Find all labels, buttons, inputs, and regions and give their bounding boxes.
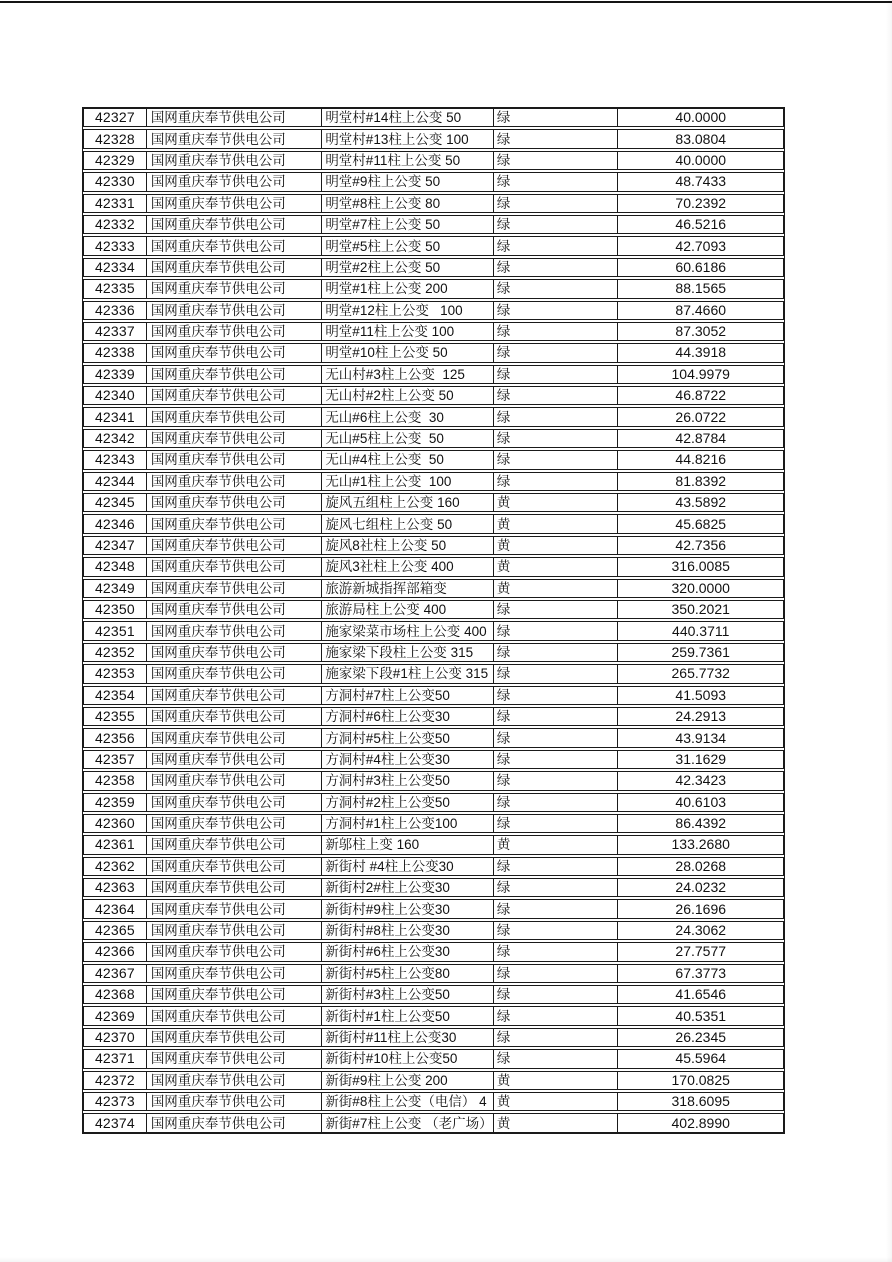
value-cell: 46.8722 (617, 387, 783, 404)
company-cell: 国网重庆奉节供电公司 (146, 344, 322, 361)
device-name-cell: 新街村 #4柱上公变30 (321, 858, 493, 875)
status-color-cell: 绿 (493, 195, 618, 212)
device-name-cell: 无山#4柱上公变 50 (321, 451, 493, 468)
company-cell: 国网重庆奉节供电公司 (146, 259, 322, 276)
device-name-cell: 新街村2#柱上公变30 (321, 879, 493, 896)
device-name-cell: 方洞村#5柱上公变50 (321, 729, 493, 746)
value-cell: 26.2345 (617, 1029, 783, 1046)
row-id-cell: 42355 (94, 708, 135, 725)
company-cell: 国网重庆奉节供电公司 (146, 302, 322, 319)
value-cell: 42.7356 (617, 537, 783, 554)
device-name-cell: 新街#8柱上公变（电信） 4 (321, 1093, 493, 1110)
table-row (83, 194, 784, 213)
status-color-cell: 绿 (493, 366, 618, 383)
value-cell: 46.5216 (617, 216, 783, 233)
row-id-cell: 42332 (94, 216, 135, 233)
value-cell: 42.3423 (617, 772, 783, 789)
table-row (83, 878, 784, 897)
value-cell: 43.5892 (617, 494, 783, 511)
company-cell: 国网重庆奉节供电公司 (146, 772, 322, 789)
company-cell: 国网重庆奉节供电公司 (146, 451, 322, 468)
company-cell: 国网重庆奉节供电公司 (146, 965, 322, 982)
device-name-cell: 方洞村#1柱上公变100 (321, 815, 493, 832)
row-id-cell: 42341 (94, 408, 135, 425)
company-cell: 国网重庆奉节供电公司 (146, 152, 322, 169)
company-cell: 国网重庆奉节供电公司 (146, 173, 322, 190)
company-cell: 国网重庆奉节供电公司 (146, 943, 322, 960)
device-name-cell: 明堂#5柱上公变 50 (321, 237, 493, 254)
value-cell: 70.2392 (617, 195, 783, 212)
device-name-cell: 方洞村#2柱上公变50 (321, 794, 493, 811)
row-id-cell: 42346 (94, 515, 135, 532)
company-cell: 国网重庆奉节供电公司 (146, 900, 322, 917)
company-cell: 国网重庆奉节供电公司 (146, 836, 322, 853)
row-id-cell: 42348 (94, 558, 135, 575)
company-cell: 国网重庆奉节供电公司 (146, 473, 322, 490)
table-row (83, 728, 784, 747)
row-id-cell: 42363 (94, 879, 135, 896)
company-cell: 国网重庆奉节供电公司 (146, 1093, 322, 1110)
table-row (83, 215, 784, 234)
device-name-cell: 无山#5柱上公变 50 (321, 430, 493, 447)
status-color-cell: 绿 (493, 259, 618, 276)
table-row (83, 899, 784, 918)
value-cell: 43.9134 (617, 729, 783, 746)
device-name-cell: 旋风七组柱上公变 50 (321, 515, 493, 532)
status-color-cell: 绿 (493, 900, 618, 917)
table-row (83, 450, 784, 469)
table-row (83, 493, 784, 512)
status-color-cell: 绿 (493, 109, 618, 126)
value-cell: 67.3773 (617, 965, 783, 982)
row-id-cell: 42356 (94, 729, 135, 746)
company-cell: 国网重庆奉节供电公司 (146, 537, 322, 554)
table-row (83, 835, 784, 854)
table-row (83, 857, 784, 876)
device-name-cell: 旅游局柱上公变 400 (321, 601, 493, 618)
status-color-cell: 绿 (493, 237, 618, 254)
table-row (83, 621, 784, 640)
status-color-cell: 绿 (493, 665, 618, 682)
status-color-cell: 绿 (493, 280, 618, 297)
company-cell: 国网重庆奉节供电公司 (146, 387, 322, 404)
company-cell: 国网重庆奉节供电公司 (146, 1050, 322, 1067)
device-name-cell: 明堂#7柱上公变 50 (321, 216, 493, 233)
row-id-cell: 42336 (94, 301, 135, 318)
company-cell: 国网重庆奉节供电公司 (146, 130, 322, 147)
row-id-cell: 42331 (94, 194, 135, 211)
table-row (83, 536, 784, 555)
value-cell: 48.7433 (617, 173, 783, 190)
value-cell: 42.7093 (617, 237, 783, 254)
table-row (83, 279, 784, 298)
row-id-cell: 42338 (94, 344, 135, 361)
table-row (83, 964, 784, 983)
status-color-cell: 绿 (493, 601, 618, 618)
device-name-cell: 新街#7柱上公变 （老广场） (321, 1114, 493, 1131)
row-id-cell: 42339 (94, 365, 135, 382)
value-cell: 24.3062 (617, 922, 783, 939)
status-color-cell: 黄 (493, 494, 618, 511)
row-id-cell: 42351 (94, 622, 135, 639)
table-row (83, 814, 784, 833)
status-color-cell: 绿 (493, 622, 618, 639)
status-color-cell: 绿 (493, 965, 618, 982)
value-cell: 40.5351 (617, 1007, 783, 1024)
row-id-cell: 42358 (94, 772, 135, 789)
table-row (83, 343, 784, 362)
value-cell: 88.1565 (617, 280, 783, 297)
device-name-cell: 旋风8社柱上公变 50 (321, 537, 493, 554)
company-cell: 国网重庆奉节供电公司 (146, 1007, 322, 1024)
company-cell: 国网重庆奉节供电公司 (146, 280, 322, 297)
device-name-cell: 明堂#1柱上公变 200 (321, 280, 493, 297)
value-cell: 83.0804 (617, 130, 783, 147)
status-color-cell: 绿 (493, 344, 618, 361)
row-id-cell: 42335 (94, 280, 135, 297)
device-name-cell: 新街村#9柱上公变30 (321, 900, 493, 917)
company-cell: 国网重庆奉节供电公司 (146, 879, 322, 896)
row-id-cell: 42328 (94, 130, 135, 147)
table-row (83, 1113, 784, 1132)
company-cell: 国网重庆奉节供电公司 (146, 751, 322, 768)
company-cell: 国网重庆奉节供电公司 (146, 323, 322, 340)
device-name-cell: 无山#6柱上公变 30 (321, 408, 493, 425)
device-name-cell: 新街村#11柱上公变30 (321, 1029, 493, 1046)
row-id-cell: 42372 (94, 1071, 135, 1088)
device-name-cell: 明堂#8柱上公变 80 (321, 195, 493, 212)
row-id-cell: 42365 (94, 922, 135, 939)
table-row (83, 579, 784, 598)
table-row (83, 322, 784, 341)
row-id-cell: 42362 (94, 857, 135, 874)
status-color-cell: 绿 (493, 815, 618, 832)
value-cell: 40.0000 (617, 152, 783, 169)
value-cell: 316.0085 (617, 558, 783, 575)
company-cell: 国网重庆奉节供电公司 (146, 644, 322, 661)
value-cell: 44.3918 (617, 344, 783, 361)
table-row (83, 386, 784, 405)
value-cell: 87.4660 (617, 302, 783, 319)
table-row (83, 151, 784, 170)
company-cell: 国网重庆奉节供电公司 (146, 237, 322, 254)
row-id-cell: 42373 (94, 1093, 135, 1110)
value-cell: 440.3711 (617, 622, 783, 639)
device-name-cell: 方洞村#6柱上公变30 (321, 708, 493, 725)
table-row (83, 750, 784, 769)
row-id-cell: 42337 (94, 323, 135, 340)
value-cell: 259.7361 (617, 644, 783, 661)
device-name-cell: 无山#1柱上公变 100 (321, 473, 493, 490)
status-color-cell: 绿 (493, 922, 618, 939)
company-cell: 国网重庆奉节供电公司 (146, 494, 322, 511)
status-color-cell: 绿 (493, 879, 618, 896)
status-color-cell: 绿 (493, 751, 618, 768)
company-cell: 国网重庆奉节供电公司 (146, 601, 322, 618)
status-color-cell: 绿 (493, 216, 618, 233)
value-cell: 402.8990 (617, 1114, 783, 1131)
row-id-cell: 42343 (94, 451, 135, 468)
company-cell: 国网重庆奉节供电公司 (146, 815, 322, 832)
status-color-cell: 绿 (493, 794, 618, 811)
table-row (83, 707, 784, 726)
status-color-cell: 绿 (493, 943, 618, 960)
device-name-cell: 施家梁下段柱上公变 315 (321, 644, 493, 661)
value-cell: 27.7577 (617, 943, 783, 960)
company-cell: 国网重庆奉节供电公司 (146, 665, 322, 682)
device-name-cell: 方洞村#7柱上公变50 (321, 687, 493, 704)
company-cell: 国网重庆奉节供电公司 (146, 708, 322, 725)
row-id-cell: 42368 (94, 986, 135, 1003)
device-name-cell: 明堂#2柱上公变 50 (321, 259, 493, 276)
value-cell: 45.6825 (617, 515, 783, 532)
company-cell: 国网重庆奉节供电公司 (146, 986, 322, 1003)
row-id-cell: 42364 (94, 900, 135, 917)
device-name-cell: 无山村#2柱上公变 50 (321, 387, 493, 404)
row-id-cell: 42333 (94, 237, 135, 254)
company-cell: 国网重庆奉节供电公司 (146, 1114, 322, 1131)
value-cell: 31.1629 (617, 751, 783, 768)
device-name-cell: 新街村#6柱上公变30 (321, 943, 493, 960)
row-id-cell: 42357 (94, 750, 135, 767)
device-name-cell: 施家梁菜市场柱上公变 400 (321, 622, 493, 639)
device-name-cell: 新街村#3柱上公变50 (321, 986, 493, 1003)
value-cell: 24.2913 (617, 708, 783, 725)
table-row (83, 643, 784, 662)
device-name-cell: 新街村#8柱上公变30 (321, 922, 493, 939)
table-row (83, 172, 784, 191)
table-row (83, 365, 784, 384)
value-cell: 24.0232 (617, 879, 783, 896)
device-name-cell: 新街#9柱上公变 200 (321, 1072, 493, 1089)
company-cell: 国网重庆奉节供电公司 (146, 430, 322, 447)
device-name-cell: 无山村#3柱上公变 125 (321, 366, 493, 383)
status-color-cell: 绿 (493, 986, 618, 1003)
value-cell: 28.0268 (617, 858, 783, 875)
table-row (83, 258, 784, 277)
device-name-cell: 明堂#9柱上公变 50 (321, 173, 493, 190)
device-name-cell: 方洞村#4柱上公变30 (321, 751, 493, 768)
status-color-cell: 绿 (493, 130, 618, 147)
status-color-cell: 绿 (493, 323, 618, 340)
device-name-cell: 明堂#10柱上公变 50 (321, 344, 493, 361)
table-row (83, 985, 784, 1004)
device-name-cell: 施家梁下段#1柱上公变 315 (321, 665, 493, 682)
row-id-cell: 42347 (94, 537, 135, 553)
table-row (83, 1092, 784, 1111)
table-row (83, 793, 784, 812)
table-row (83, 921, 784, 940)
value-cell: 41.5093 (617, 687, 783, 704)
status-color-cell: 绿 (493, 1029, 618, 1046)
device-name-cell: 明堂村#13柱上公变 100 (321, 130, 493, 147)
value-cell: 41.6546 (617, 986, 783, 1003)
row-id-cell: 42370 (94, 1028, 135, 1045)
status-color-cell: 绿 (493, 408, 618, 425)
value-cell: 320.0000 (617, 580, 783, 597)
table-row (83, 301, 784, 320)
value-cell: 40.0000 (617, 109, 783, 126)
value-cell: 87.3052 (617, 323, 783, 340)
value-cell: 104.9979 (617, 366, 783, 383)
status-color-cell: 黄 (493, 836, 618, 853)
company-cell: 国网重庆奉节供电公司 (146, 1029, 322, 1046)
table-row (83, 236, 784, 255)
row-id-cell: 42345 (94, 494, 135, 511)
device-name-cell: 新邬柱上变 160 (321, 836, 493, 853)
status-color-cell: 黄 (493, 537, 618, 554)
company-cell: 国网重庆奉节供电公司 (146, 558, 322, 575)
status-color-cell: 黄 (493, 580, 618, 597)
row-id-cell: 42353 (94, 665, 135, 682)
company-cell: 国网重庆奉节供电公司 (146, 109, 322, 126)
status-color-cell: 绿 (493, 858, 618, 875)
table-row (83, 686, 784, 705)
device-name-cell: 明堂村#11柱上公变 50 (321, 152, 493, 169)
row-id-cell: 42360 (94, 815, 135, 832)
table-row (83, 1006, 784, 1025)
company-cell: 国网重庆奉节供电公司 (146, 794, 322, 811)
value-cell: 44.8216 (617, 451, 783, 468)
table-row (83, 514, 784, 533)
table-row (83, 1028, 784, 1047)
value-cell: 81.8392 (617, 473, 783, 490)
transformer-table (82, 107, 785, 1134)
row-id-cell: 42334 (94, 258, 135, 275)
row-id-cell: 42369 (94, 1007, 135, 1024)
status-color-cell: 绿 (493, 708, 618, 725)
table-row (83, 1071, 784, 1090)
company-cell: 国网重庆奉节供电公司 (146, 1072, 322, 1089)
table-row (83, 600, 784, 619)
company-cell: 国网重庆奉节供电公司 (146, 580, 322, 597)
status-color-cell: 绿 (493, 644, 618, 661)
company-cell: 国网重庆奉节供电公司 (146, 622, 322, 639)
table-row (83, 429, 784, 448)
value-cell: 60.6186 (617, 259, 783, 276)
row-id-cell: 42352 (94, 643, 135, 660)
device-name-cell: 旅游新城指挥部箱变 (321, 580, 493, 597)
row-id-cell: 42366 (94, 943, 135, 960)
value-cell: 45.5964 (617, 1050, 783, 1067)
status-color-cell: 黄 (493, 1093, 618, 1110)
status-color-cell: 绿 (493, 387, 618, 404)
device-name-cell: 新街村#10柱上公变50 (321, 1050, 493, 1067)
table-row (83, 1049, 784, 1068)
device-name-cell: 旋风五组柱上公变 160 (321, 494, 493, 511)
value-cell: 133.2680 (617, 836, 783, 853)
value-cell: 170.0825 (617, 1072, 783, 1089)
row-id-cell: 42367 (94, 964, 135, 981)
company-cell: 国网重庆奉节供电公司 (146, 922, 322, 939)
status-color-cell: 绿 (493, 173, 618, 190)
table-row (83, 108, 784, 127)
status-color-cell: 绿 (493, 302, 618, 319)
company-cell: 国网重庆奉节供电公司 (146, 366, 322, 383)
table-row (83, 771, 784, 790)
row-id-cell: 42371 (94, 1050, 135, 1067)
row-id-cell: 42374 (94, 1114, 135, 1131)
device-name-cell: 新街村#5柱上公变80 (321, 965, 493, 982)
device-name-cell: 明堂村#14柱上公变 50 (321, 109, 493, 126)
table-row (83, 129, 784, 148)
status-color-cell: 绿 (493, 430, 618, 447)
status-color-cell: 黄 (493, 1072, 618, 1089)
row-id-cell: 42344 (94, 472, 135, 489)
company-cell: 国网重庆奉节供电公司 (146, 515, 322, 532)
page-edge-shading-bottom (0, 1257, 892, 1262)
table-row (83, 407, 784, 426)
status-color-cell: 绿 (493, 451, 618, 468)
status-color-cell: 黄 (493, 1114, 618, 1131)
table-row (83, 942, 784, 961)
table-row (83, 472, 784, 491)
company-cell: 国网重庆奉节供电公司 (146, 729, 322, 746)
table-row (83, 557, 784, 576)
status-color-cell: 绿 (493, 1050, 618, 1067)
row-id-cell: 42342 (94, 430, 135, 447)
status-color-cell: 绿 (493, 729, 618, 746)
table-row (83, 664, 784, 683)
device-name-cell: 旋风3社柱上公变 400 (321, 558, 493, 575)
row-id-cell: 42329 (94, 151, 135, 168)
device-name-cell: 明堂#11柱上公变 100 (321, 323, 493, 340)
company-cell: 国网重庆奉节供电公司 (146, 216, 322, 233)
status-color-cell: 绿 (493, 772, 618, 789)
value-cell: 86.4392 (617, 815, 783, 832)
row-id-cell: 42327 (94, 109, 135, 126)
row-id-cell: 42354 (94, 686, 135, 703)
device-name-cell: 方洞村#3柱上公变50 (321, 772, 493, 789)
value-cell: 350.2021 (617, 601, 783, 618)
value-cell: 42.8784 (617, 430, 783, 447)
status-color-cell: 绿 (493, 152, 618, 169)
value-cell: 318.6095 (617, 1093, 783, 1110)
status-color-cell: 绿 (493, 473, 618, 490)
value-cell: 265.7732 (617, 665, 783, 682)
row-id-cell: 42361 (94, 836, 135, 853)
device-name-cell: 新街村#1柱上公变50 (321, 1007, 493, 1024)
status-color-cell: 绿 (493, 1007, 618, 1024)
value-cell: 26.0722 (617, 408, 783, 425)
row-id-cell: 42349 (94, 579, 135, 596)
device-name-cell: 明堂#12柱上公变 100 (321, 302, 493, 319)
company-cell: 国网重庆奉节供电公司 (146, 687, 322, 704)
company-cell: 国网重庆奉节供电公司 (146, 195, 322, 212)
page-top-rule (0, 1, 892, 3)
company-cell: 国网重庆奉节供电公司 (146, 858, 322, 875)
status-color-cell: 绿 (493, 687, 618, 704)
value-cell: 40.6103 (617, 794, 783, 811)
row-id-cell: 42330 (94, 173, 135, 190)
company-cell: 国网重庆奉节供电公司 (146, 408, 322, 425)
row-id-cell: 42350 (94, 601, 135, 618)
row-id-cell: 42340 (94, 387, 135, 404)
row-id-cell: 42359 (94, 793, 135, 810)
page-edge-shading-right (886, 0, 892, 1262)
status-color-cell: 黄 (493, 515, 618, 532)
status-color-cell: 黄 (493, 558, 618, 575)
value-cell: 26.1696 (617, 900, 783, 917)
